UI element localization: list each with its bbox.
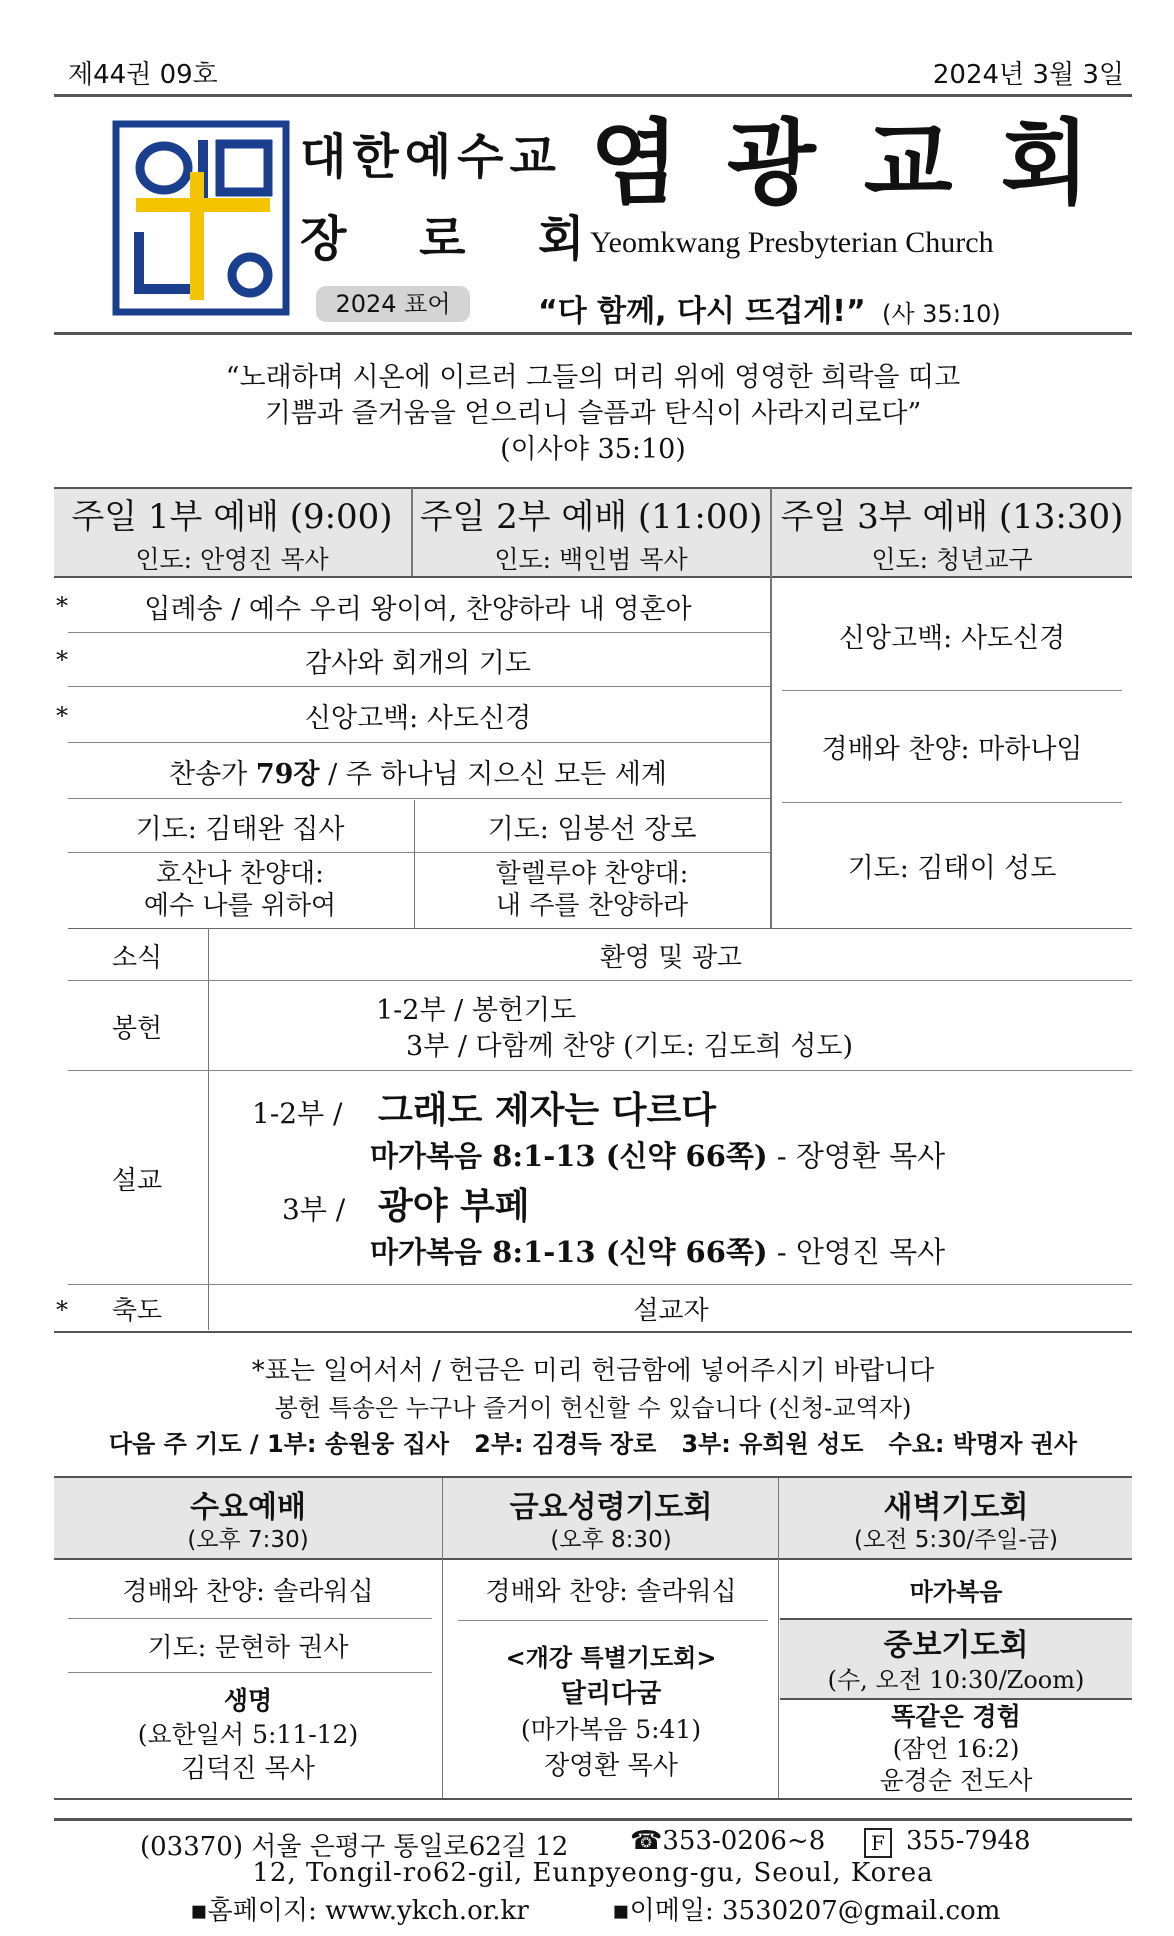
denomination-line-1: 대한예수교 <box>300 129 562 185</box>
sermon-label: 설교 <box>111 1165 163 1196</box>
choir-service-1 <box>68 854 412 926</box>
fax-icon: F <box>864 1828 892 1858</box>
service-2-leader: 인도: 백인범 목사 <box>494 545 688 574</box>
sermon-2-title: 광야 부페 <box>378 1186 530 1227</box>
offering-label: 봉헌 <box>111 1013 163 1044</box>
stand-marker: * <box>56 702 68 730</box>
bulletin-date: 2024년 3월 3일 <box>932 60 1124 90</box>
dawn-text: 마가복음 <box>909 1577 1003 1606</box>
friday-preacher: 장영환 목사 <box>544 1751 678 1781</box>
sermon-1-preacher: - 장영환 목사 <box>776 1139 946 1173</box>
church-address-english: 12, Tongil-ro62-gil, Eunpyeong-gu, Seoul, Korea <box>252 1858 934 1888</box>
sermon-2-text: 마가복음 8:1-13 (신약 66쪽) <box>370 1235 768 1269</box>
hymn-number: 79장 <box>255 758 320 790</box>
dawn-title: 새벽기도회 <box>883 1490 1029 1525</box>
sermon-2-part: 3부 / <box>282 1193 346 1226</box>
sermon-2-scripture-line <box>370 1230 945 1271</box>
service-1-title: 주일 1부 예배 (9:00) <box>71 496 393 537</box>
sermon-1-scripture-line <box>370 1134 945 1175</box>
stand-marker: * <box>56 592 68 620</box>
wednesday-time: (오후 7:30) <box>187 1526 309 1553</box>
service-3-worship: 경배와 찬양: 마하나임 <box>821 733 1083 765</box>
wednesday-preacher: 김덕진 목사 <box>181 1754 315 1784</box>
intercession-title: 중보기도회 <box>883 1628 1029 1663</box>
intercession-preacher: 윤경순 전도사 <box>879 1766 1033 1795</box>
opening-song: 입례송 / 예수 우리 왕이여, 찬양하라 내 영혼아 <box>144 593 692 625</box>
stand-marker: * <box>56 646 68 674</box>
offering-line-1: 1-2부 / 봉헌기도 <box>376 995 577 1026</box>
sermon-1-text: 마가복음 8:1-13 (신약 66쪽) <box>370 1139 768 1173</box>
offering-line-2: 3부 / 다함께 찬양 (기도: 김도희 성도) <box>406 1031 853 1062</box>
scripture-verse <box>54 360 1132 468</box>
service-3-prayer: 기도: 김태이 성도 <box>847 852 1057 884</box>
phone-number: ☎353-0206~8 <box>630 1826 826 1856</box>
wednesday-prayer: 기도: 문현하 권사 <box>147 1632 349 1663</box>
intercession-time: (수, 오전 10:30/Zoom) <box>827 1665 1085 1694</box>
church-name-english: Yeomkwang Presbyterian Church <box>590 226 994 259</box>
prayer-service-1: 기도: 김태완 집사 <box>135 813 345 845</box>
choir-2-name: 할렐루야 찬양대: <box>495 859 689 889</box>
wednesday-worship: 경배와 찬양: 솔라워십 <box>122 1576 374 1607</box>
service-3-creed: 신앙고백: 사도신경 <box>838 622 1066 654</box>
prayer-service-2: 기도: 임봉선 장로 <box>487 813 697 845</box>
hymn-title: / 주 하나님 지으신 모든 세계 <box>328 758 667 790</box>
church-name: 염 광 교 회 <box>590 110 1098 217</box>
fax-number: 355-7948 <box>906 1826 1031 1856</box>
friday-sermon-text: (마가복음 5:41) <box>520 1715 702 1744</box>
email-link[interactable]: ▪이메일: 3530207@gmail.com <box>612 1896 1001 1926</box>
sermon-1-part: 1-2부 / <box>252 1097 343 1130</box>
choir-1-song: 예수 나를 위하여 <box>143 891 337 921</box>
intercession-sermon <box>780 1702 1132 1796</box>
service-3-leader: 인도: 청년교구 <box>871 545 1033 574</box>
notes-line-1: *표는 일어서서 / 헌금은 미리 헌금함에 넣어주시기 바랍니다 <box>251 1356 935 1386</box>
confession-prayer: 감사와 회개의 기도 <box>305 647 531 679</box>
wednesday-sermon <box>54 1676 442 1794</box>
choir-1-name: 호산나 찬양대: <box>156 859 324 889</box>
next-week-prayers: 다음 주 기도 / 1부: 송원웅 집사 2부: 김경득 장로 3부: 유희원 성도 수요: 박명자 권사 <box>108 1430 1078 1458</box>
service-3-title: 주일 3부 예배 (13:30) <box>780 496 1124 537</box>
wednesday-sermon-text: (요한일서 5:11-12) <box>137 1720 359 1749</box>
friday-worship: 경배와 찬양: 솔라워십 <box>485 1576 737 1607</box>
volume-number: 제44권 09호 <box>68 60 218 90</box>
choir-service-2 <box>416 854 768 926</box>
intercession-sermon-text: (잠언 16:2) <box>892 1735 1020 1763</box>
friday-time: (오후 8:30) <box>550 1526 672 1553</box>
verse-line-1: “노래하며 시온에 이르러 그들의 머리 위에 영영한 희락을 띠고 <box>225 362 961 393</box>
notes-line-2: 봉헌 특송은 누구나 즐거이 헌신할 수 있습니다 (신청-교역자) <box>274 1394 912 1422</box>
apostles-creed: 신앙고백: 사도신경 <box>304 702 532 734</box>
news-label: 소식 <box>111 942 163 973</box>
friday-sermon <box>444 1632 778 1792</box>
blessing-value: 설교자 <box>633 1295 709 1326</box>
church-address: (03370) 서울 은평구 통일로62길 12 <box>140 1832 569 1862</box>
verse-line-2: 기쁨과 즐거움을 얻으리니 슬픔과 탄식이 사라지리로다” <box>264 398 922 429</box>
news-value: 환영 및 광고 <box>599 942 743 973</box>
motto: “다 함께, 다시 뜨겁게!” <box>538 294 866 329</box>
church-logo <box>112 120 290 316</box>
wednesday-title: 수요예배 <box>190 1490 306 1525</box>
service-2-title: 주일 2부 예배 (11:00) <box>419 496 763 537</box>
church-logo-icon <box>112 120 290 316</box>
intercession-sermon-title: 똑같은 경험 <box>891 1702 1021 1731</box>
homepage-link[interactable]: ▪홈페이지: www.ykch.or.kr <box>190 1896 529 1926</box>
blessing-label: 축도 <box>111 1295 163 1326</box>
service-1-leader: 인도: 안영진 목사 <box>135 545 329 574</box>
hymn-prefix: 찬송가 <box>168 758 248 790</box>
hymn <box>68 744 768 798</box>
friday-special: <개강 특별기도회> <box>505 1644 717 1672</box>
sermon-2-preacher: - 안영진 목사 <box>776 1235 946 1269</box>
denomination-line-2: 장 로 회 <box>300 211 613 267</box>
friday-sermon-title: 달리다굼 <box>560 1679 662 1709</box>
motto-reference: (사 35:10) <box>882 300 1001 328</box>
dawn-time: (오전 5:30/주일-금) <box>853 1526 1059 1553</box>
sermon-1-title: 그래도 제자는 다르다 <box>378 1090 717 1131</box>
choir-2-song: 내 주를 찬양하라 <box>495 891 689 921</box>
verse-reference: (이사야 35:10) <box>500 434 686 465</box>
stand-marker: * <box>56 1296 68 1324</box>
wednesday-sermon-title: 생명 <box>223 1686 273 1715</box>
friday-title: 금요성령기도회 <box>509 1490 713 1525</box>
motto-badge: 2024 표어 <box>316 286 470 322</box>
